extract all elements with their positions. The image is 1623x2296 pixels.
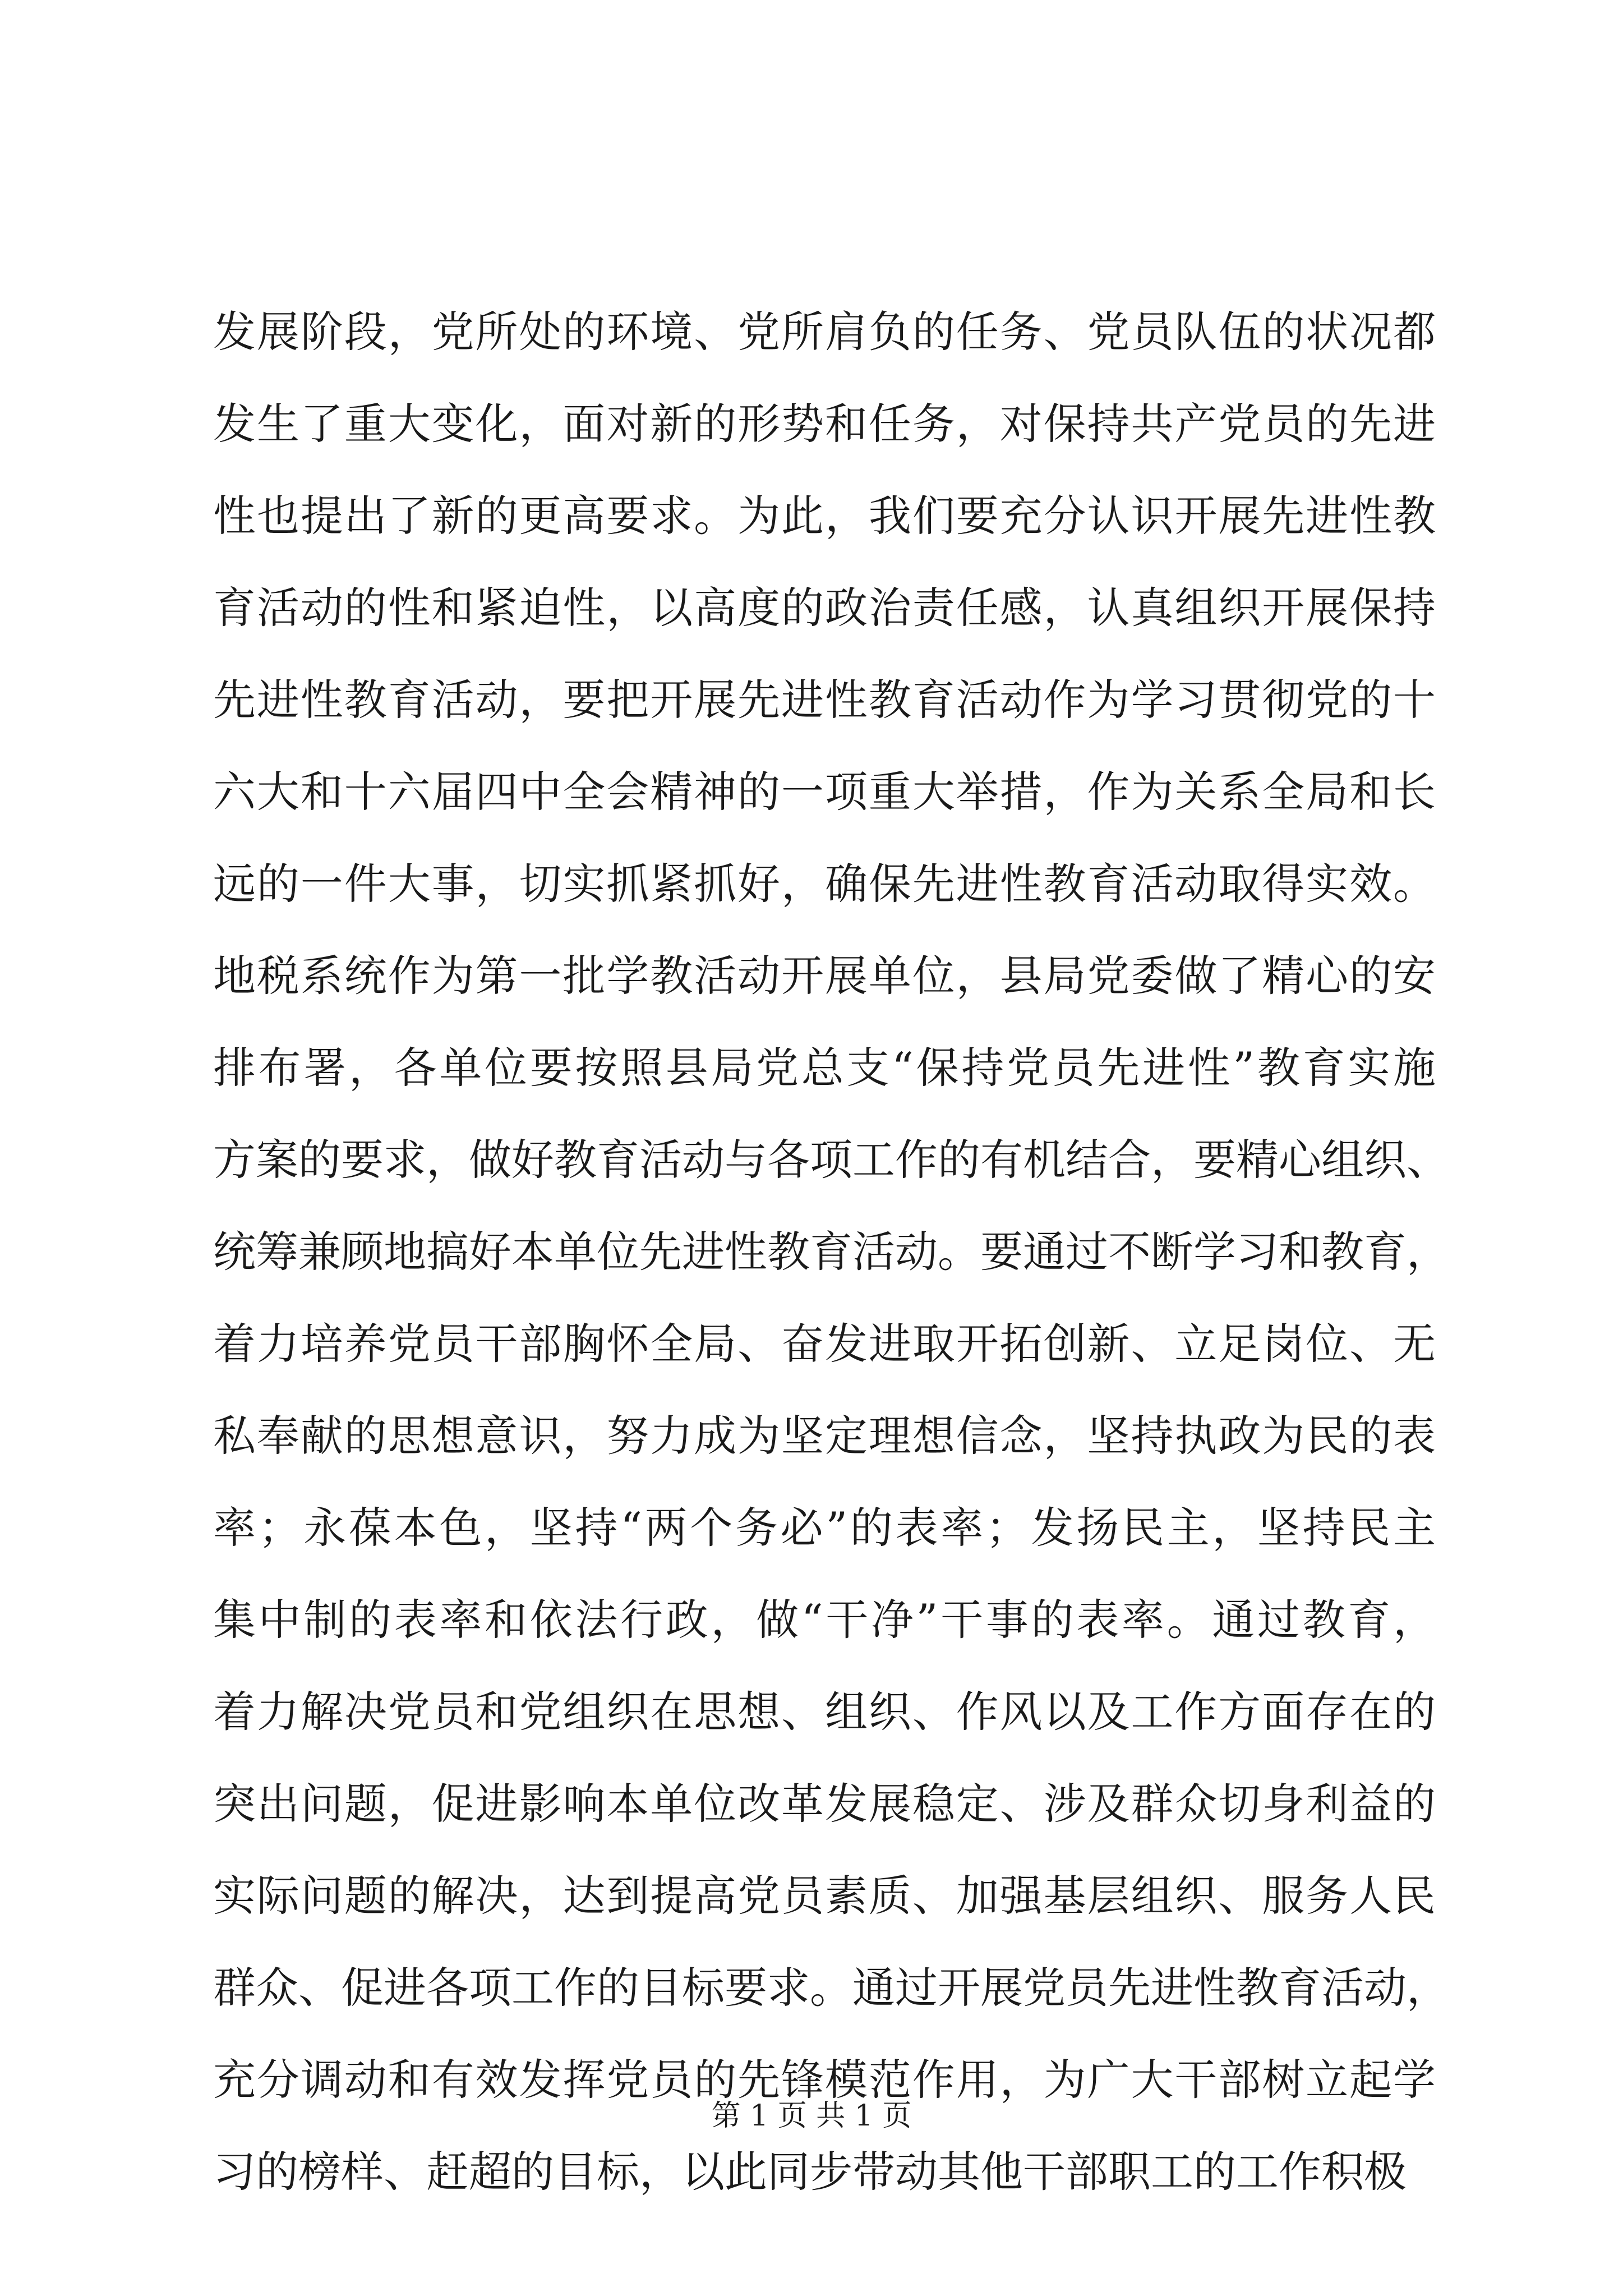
text-line: 方案的要求，做好教育活动与各项工作的有机结合，要精心组织、 bbox=[213, 1135, 1449, 1185]
text-line: 集中制的表率和依法行政，做“干净”干事的表率。通过教育， bbox=[213, 1595, 1436, 1645]
document-body bbox=[213, 286, 1449, 2218]
text-line: 远的一件大事，切实抓紧抓好，确保先进性教育活动取得实效。 bbox=[213, 859, 1436, 909]
text-line: 充分调动和有效发挥党员的先锋模范作用，为广大干部树立起学 bbox=[213, 2055, 1436, 2105]
text-line: 发展阶段，党所处的环境、党所肩负的任务、党员队伍的状况都 bbox=[213, 307, 1436, 357]
text-line: 地税系统作为第一批学教活动开展单位，县局党委做了精心的安 bbox=[213, 951, 1436, 1001]
text-line: 统筹兼顾地搞好本单位先进性教育活动。要通过不断学习和教育， bbox=[213, 1227, 1449, 1277]
text-line: 发生了重大变化，面对新的形势和任务，对保持共产党员的先进 bbox=[213, 399, 1436, 449]
text-line: 突出问题，促进影响本单位改革发展稳定、涉及群众切身利益的 bbox=[213, 1779, 1436, 1829]
text-line: 性也提出了新的更高要求。为此，我们要充分认识开展先进性教 bbox=[213, 491, 1436, 541]
text-line: 着力培养党员干部胸怀全局、奋发进取开拓创新、立足岗位、无 bbox=[213, 1319, 1436, 1369]
text-line: 习的榜样、赶超的目标，以此同步带动其他干部职工的工作积极 bbox=[213, 2147, 1407, 2197]
text-line: 育活动的性和紧迫性，以高度的政治责任感，认真组织开展保持 bbox=[213, 583, 1436, 633]
text-line: 六大和十六届四中全会精神的一项重大举措，作为关系全局和长 bbox=[213, 767, 1436, 817]
text-line: 群众、促进各项工作的目标要求。通过开展党员先进性教育活动， bbox=[213, 1963, 1449, 2013]
text-line: 私奉献的思想意识，努力成为坚定理想信念，坚持执政为民的表 bbox=[213, 1411, 1436, 1461]
text-line: 实际问题的解决，达到提高党员素质、加强基层组织、服务人民 bbox=[213, 1871, 1436, 1921]
text-line: 排布署，各单位要按照县局党总支“保持党员先进性”教育实施 bbox=[213, 1043, 1436, 1093]
page-number-footer: 第 1 页 共 1 页 bbox=[711, 2099, 912, 2133]
text-line: 先进性教育活动，要把开展先进性教育活动作为学习贯彻党的十 bbox=[213, 675, 1436, 725]
text-line: 着力解决党员和党组织在思想、组织、作风以及工作方面存在的 bbox=[213, 1687, 1436, 1737]
text-line: 率；永葆本色，坚持“两个务必”的表率；发扬民主，坚持民主 bbox=[213, 1503, 1436, 1553]
